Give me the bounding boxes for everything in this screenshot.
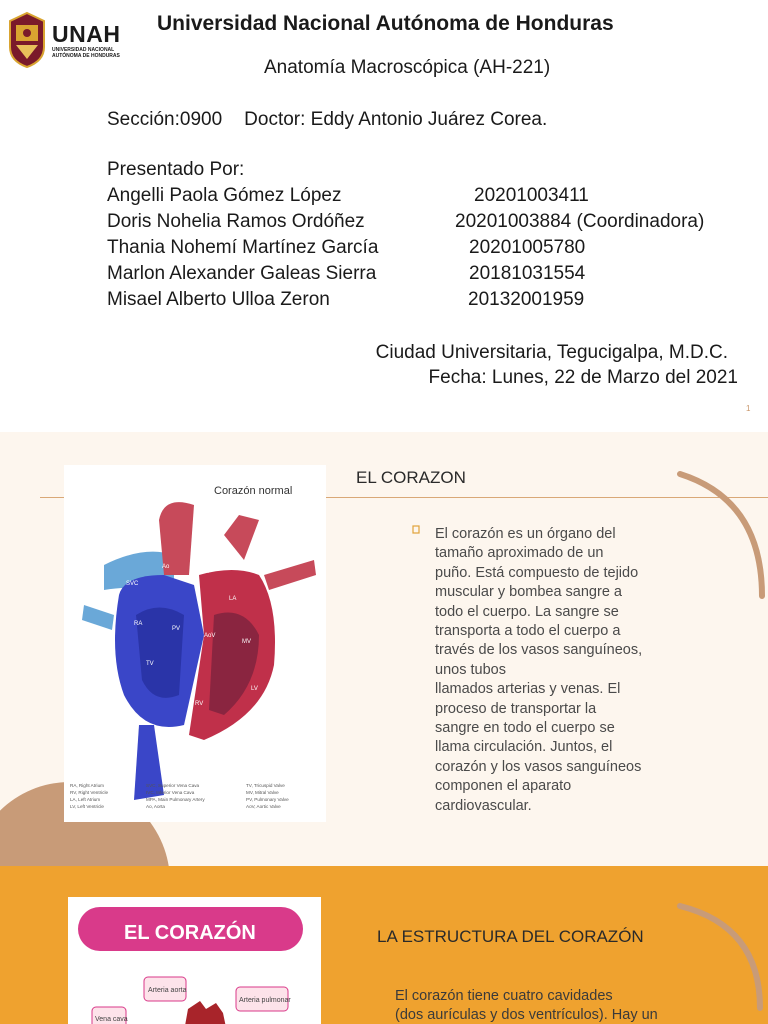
heart-structure-image [68,897,321,1024]
legend-entry: Ao, Aorta [146,804,165,809]
label-rv: RV [195,701,204,707]
decorative-arc [676,470,768,600]
legend-entry: SVC, Superior Vena Cava [146,783,200,788]
legend-entry: LV, Left Ventricle [70,804,104,809]
student-name: Marlon Alexander Galeas Sierra [107,263,377,284]
image-banner: EL CORAZÓN [124,922,256,944]
course-title: Anatomía Macroscópica (AH-221) [264,57,551,78]
legend-entry: RV, Right Ventricle [70,790,109,795]
student-id: 20201003411 [474,185,589,206]
unah-logo [8,10,126,70]
label-ivc: IVC [129,716,140,722]
logo-subtitle-line1: UNIVERSIDAD NACIONAL [52,47,115,53]
title-slide [0,0,768,432]
legend-entry: PV, Pulmonary Valve [246,797,289,802]
heart-intro-slide [0,432,768,866]
legend-entry: LA, Left Atrium [70,797,101,802]
student-name: Doris Nohelia Ramos Ordóñez [107,211,365,232]
presentation-date: Fecha: Lunes, 22 de Marzo del 2021 [428,367,738,388]
legend-entry: RA, Right Atrium [70,783,104,788]
student-name: Thania Nohemí Martínez García [107,237,379,258]
page-number: 1 [746,404,751,413]
student-row [107,237,747,263]
student-row [107,211,747,237]
location: Ciudad Universitaria, Tegucigalpa, M.D.C. [375,342,728,363]
slide-title: EL CORAZON [356,468,466,487]
university-title: Universidad Nacional Autónoma de Honduras [157,12,614,35]
diagram-title: Corazón normal [214,485,293,497]
student-id: 20132001959 [468,289,585,310]
label-aov: AoV [204,633,216,639]
label-ao: Ao [162,564,170,570]
heart-description: El corazón es un órgano del tamaño aproximado de un puño. Está compuesto de tejido muscular y bombea sangre a todo el cuerpo. La sangre se transporta a todo el cuerpo a través de los vasos sanguíneos, unos tubos llamados arterias y venas. El proceso de transportar la sangre en todo el cuerpo se llama circulación. Juntos, el corazón y los vasos sanguíneos componen el aparato cardiovascular. [435,526,643,814]
label-ra: RA [134,621,143,627]
student-row [107,289,747,315]
section-doctor-line [107,109,547,131]
student-name: Misael Alberto Ulloa Zeron [107,289,330,310]
student-row [107,185,747,211]
legend-entry: MPA, Main Pulmonary Artery [146,797,205,802]
legend-entry: TV, Tricuspid Valve [246,783,285,788]
label-tv: TV [146,661,154,667]
diamond-bullet-icon [412,525,422,535]
label-svc: SVC [126,581,139,587]
legend-entry: AoV, Aortic Valve [246,804,281,809]
label-vena-cava: Vena cava [95,1016,128,1023]
legend-entry: IVC, Inferior Vena Cava [146,790,195,795]
logo-subtitle-line2: AUTÓNOMA DE HONDURAS [52,53,120,59]
label-pv: PV [172,626,181,632]
diagram-legend [70,783,289,809]
slide-title: LA ESTRUCTURA DEL CORAZÓN [377,927,644,946]
structure-description: El corazón tiene cuatro cavidades (dos aurículas y dos ventrículos). Hay un [395,988,658,1024]
student-id: 20201005780 [469,237,586,258]
label-aorta: Arteria aorta [148,987,187,994]
logo-acronym: UNAH [52,21,121,47]
label-la: LA [229,596,237,602]
student-id: 20201003884 (Coordinadora) [455,211,705,232]
student-row [107,263,747,289]
logo-wordmark [52,21,120,59]
student-name: Angelli Paola Gómez López [107,185,342,206]
label-mv: MV [242,639,251,645]
presented-by-heading: Presentado Por: [107,159,245,180]
university-seal-icon [8,11,46,69]
legend-entry: MV, Mitral Valve [246,790,279,795]
normal-heart-diagram [64,465,326,822]
heart-structure-slide [0,866,768,1024]
doctor-name: Doctor: Eddy Antonio Juárez Corea. [244,109,548,130]
label-mpa: MPA [196,569,209,575]
label-pulmonary: Arteria pulmonar [239,997,291,1004]
section-number: Sección:0900 [107,109,223,130]
label-lv: LV [251,686,258,692]
student-id: 20181031554 [469,263,586,284]
